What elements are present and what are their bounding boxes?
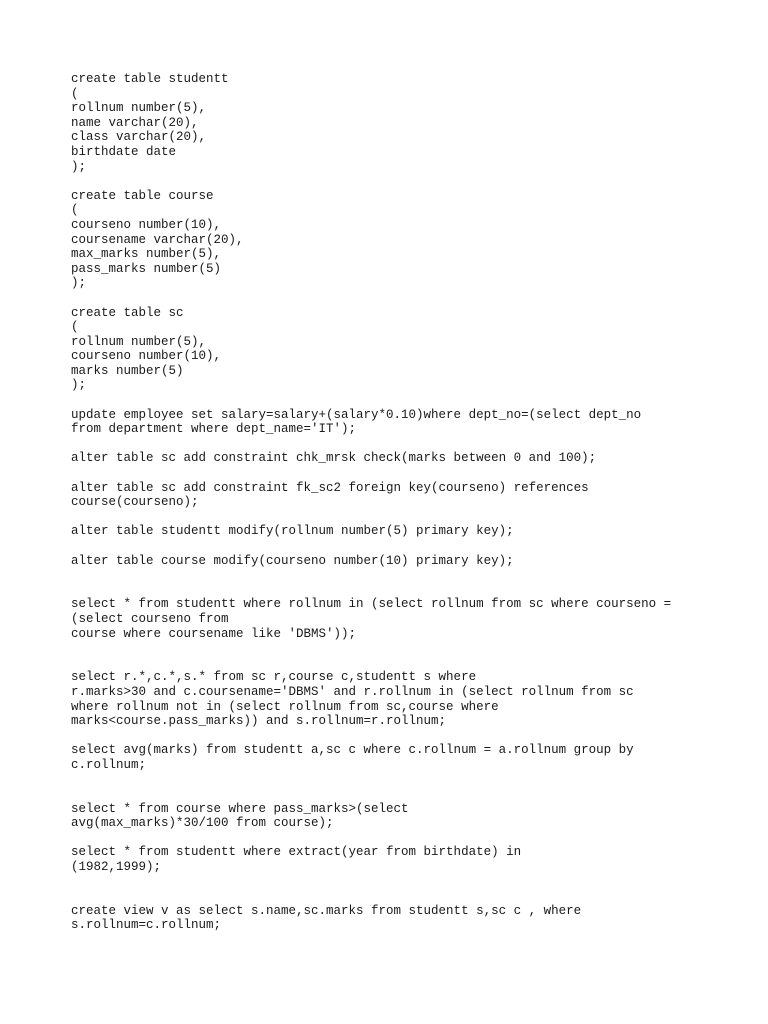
code-line <box>71 875 751 890</box>
code-line: alter table sc add constraint chk_mrsk check(marks between 0 and 100); <box>71 451 597 466</box>
code-line: r.marks>30 and c.coursename='DBMS' and r.rollnum in (select rollnum from sc <box>71 684 634 699</box>
code-line: ( <box>71 320 79 335</box>
code-line <box>71 656 751 671</box>
code-line <box>71 568 751 583</box>
code-line <box>71 729 751 744</box>
code-line: avg(max_marks)*30/100 from course); <box>71 816 334 831</box>
code-line: rollnum number(5), <box>71 334 207 349</box>
code-line: ( <box>71 203 79 218</box>
code-line: from department where dept_name='IT'); <box>71 422 357 437</box>
code-line <box>71 291 751 306</box>
code-line: select avg(marks) from studentt a,sc c where c.rollnum = a.rollnum group by <box>71 743 634 758</box>
sql-document <box>71 72 751 933</box>
code-line: where rollnum not in (select rollnum from sc,course where <box>71 699 499 714</box>
code-line <box>71 437 751 452</box>
code-line <box>71 831 751 846</box>
code-line: course(courseno); <box>71 495 199 510</box>
code-line: select * from course where pass_marks>(select <box>71 801 409 816</box>
code-line <box>71 889 751 904</box>
code-line <box>71 393 751 408</box>
code-line <box>71 787 751 802</box>
code-line: course where coursename like 'DBMS')); <box>71 626 357 641</box>
code-line: courseno number(10), <box>71 217 222 232</box>
code-line: select r.*,c.*,s.* from sc r,course c,studentt s where <box>71 670 477 685</box>
code-line <box>71 466 751 481</box>
code-line <box>71 510 751 525</box>
code-line: courseno number(10), <box>71 349 222 364</box>
code-line: coursename varchar(20), <box>71 232 244 247</box>
code-line: marks number(5) <box>71 363 184 378</box>
code-line: max_marks number(5), <box>71 247 222 262</box>
code-line: rollnum number(5), <box>71 101 207 116</box>
code-line: ); <box>71 378 87 393</box>
code-line: c.rollnum; <box>71 757 147 772</box>
code-line: select * from studentt where rollnum in (select rollnum from sc where courseno = <box>71 597 672 612</box>
code-line <box>71 583 751 598</box>
code-line: class varchar(20), <box>71 130 207 145</box>
code-line: birthdate date <box>71 144 177 159</box>
code-line <box>71 174 751 189</box>
code-line <box>71 641 751 656</box>
code-line: ); <box>71 276 87 291</box>
code-line: (select courseno from <box>71 611 229 626</box>
code-line: ); <box>71 159 87 174</box>
code-line <box>71 773 751 788</box>
code-line: alter table studentt modify(rollnum number(5) primary key); <box>71 524 514 539</box>
code-line: s.rollnum=c.rollnum; <box>71 918 222 933</box>
code-line: marks<course.pass_marks)) and s.rollnum=r.rollnum; <box>71 714 447 729</box>
code-line: create view v as select s.name,sc.marks from studentt s,sc c , where <box>71 903 582 918</box>
code-line: alter table sc add constraint fk_sc2 foreign key(courseno) references <box>71 480 589 495</box>
code-line: alter table course modify(courseno number(10) primary key); <box>71 553 514 568</box>
code-line <box>71 539 751 554</box>
code-line: create table studentt <box>71 72 229 86</box>
code-line: select * from studentt where extract(year from birthdate) in <box>71 845 522 860</box>
code-line: pass_marks number(5) <box>71 261 222 276</box>
code-line: create table sc <box>71 305 184 320</box>
code-line: name varchar(20), <box>71 115 199 130</box>
code-line: ( <box>71 86 79 101</box>
code-line: update employee set salary=salary+(salary*0.10)where dept_no=(select dept_no <box>71 407 642 422</box>
code-line: create table course <box>71 188 214 203</box>
code-line: (1982,1999); <box>71 860 162 875</box>
